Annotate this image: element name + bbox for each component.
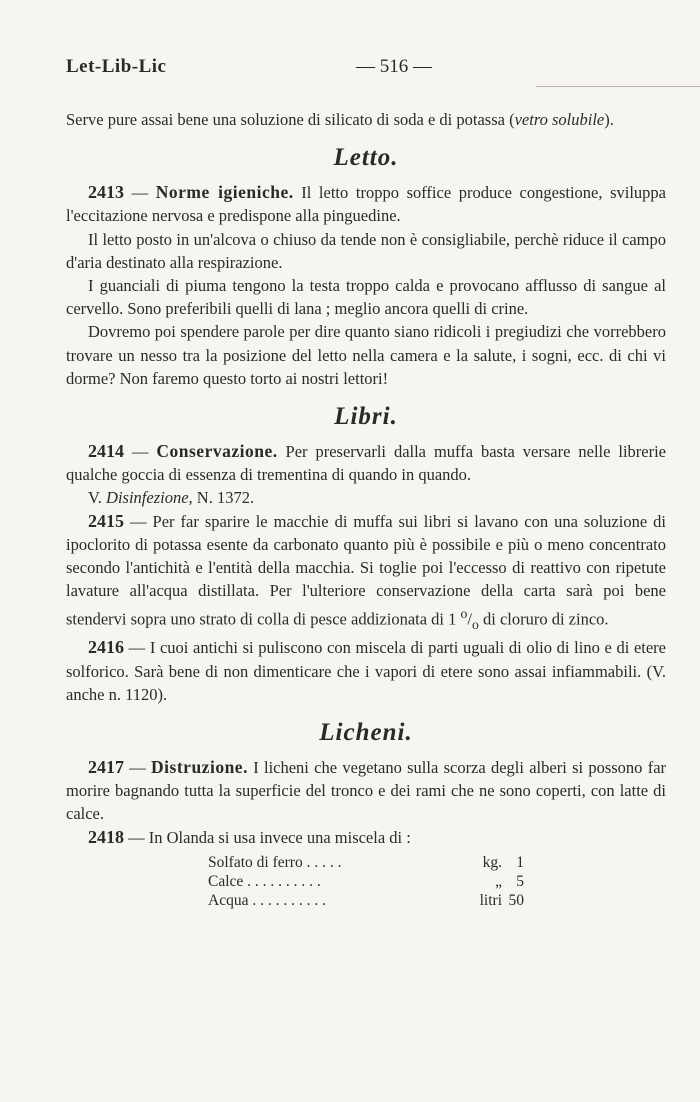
ingredient-unit: kg. [482,853,502,871]
ingredient-quantity: 1 [516,853,524,871]
ingredient-unit: litri [479,891,502,909]
entry-number: 2417 [88,757,124,778]
entry-number: 2414 [88,441,124,462]
entry-2415: 2415 — Per far sparire le macchie di muffa sui libri si lavano con una soluzione di ipoclorito di potassa esente da carbonato quanto più è possibile e più o meno concentrato secondo l'antichità e l'entità della macchia. Si toglie poi l'eccesso di reattivo con ripetute lavature all'acqua distillata. Per l'ulteriore conservazione della carta sarà poi bene stendervi sopra uno strato di colla di pesce addizionata di 1 $^o/_o$ di cloruro di zinco. [66,510,667,633]
entry-number: 2418 [88,826,124,847]
entry-2418: 2418 — In Olanda si usa invece una miscela di : [88,826,411,847]
entry-2417: 2417 — Distruzione. I licheni che vegetano sulla scorza degli alberi si possono far morire bagnando tutta la superficie del tronco e dei rami che ne sono coperti, con latte di calce. [66,757,667,824]
recipe-row [208,872,524,891]
recipe-row [208,853,524,872]
entry-number: 2415 [88,510,124,531]
entry-title: Distruzione. [151,757,248,778]
page-body [66,108,666,910]
ingredient-name: Solfato di ferro . . . . . [208,853,342,871]
ingredient-quantity: 50 [508,891,524,909]
letto-paragraph-4: Dovremo poi spendere parole per dire quanto siano ridicoli i pregiudizi che vorrebbero trovare un nesso tra la posizione del letto nella camera e la salute, i sogni, ecc. di chi vi dorme? Non faremo questo torto ai nostri lettori! [66,322,666,388]
ingredient-name: Calce . . . . . . . . . . [208,872,321,890]
ingredient-name: Acqua . . . . . . . . . . [208,891,326,909]
section-heading-libri: Libri. [334,403,398,431]
section-heading-licheni: Licheni. [319,719,413,747]
entry-number: 2416 [88,637,124,658]
ingredient-quantity: 5 [516,872,524,890]
entry-2413: 2413 — Norme igieniche. Il letto troppo soffice produce congestione, sviluppa l'eccitazione nervosa e predispone alla pinguedine. [66,182,667,226]
running-head: Let-Lib-Lic [66,56,167,77]
entry-2416: 2416 — I cuoi antichi si puliscono con miscela di parti uguali di olio di lino e di etere solforico. Sarà bene di non dimenticare che i vapori di etere sono assai infiammabili. (V. anche n. 1120). [66,637,666,704]
page-number: — 516 — [356,56,432,77]
cross-reference: V. Disinfezione, N. 1372. [88,488,255,508]
recipe-row [208,891,524,910]
header-rule [536,86,700,87]
entry-number: 2413 [88,182,124,203]
ingredient-unit: „ [495,872,502,890]
entry-title: Conservazione. [156,441,278,462]
entry-title: Norme igieniche. [155,182,294,203]
letto-paragraph-3: I guanciali di piuma tengono la testa troppo calda e provocano afflusso di sangue al cervello. Sono preferibili quelli di lana ; meglio ancora quelli di crine. [66,276,666,319]
intro-paragraph: Serve pure assai bene una soluzione di silicato di soda e di potassa (vetro solubile). [66,110,614,129]
letto-paragraph-2: Il letto posto in un'alcova o chiuso da tende non è consigliabile, perchè riduce il campo d'aria destinato alla respirazione. [66,229,666,272]
section-heading-letto: Letto. [333,144,399,172]
entry-2414: 2414 — Conservazione. Per preservarli dalla muffa basta versare nelle librerie qualche goccia di essenza di trementina di quando in quando. [66,441,666,485]
page-header [66,56,670,86]
recipe-table [208,853,524,910]
